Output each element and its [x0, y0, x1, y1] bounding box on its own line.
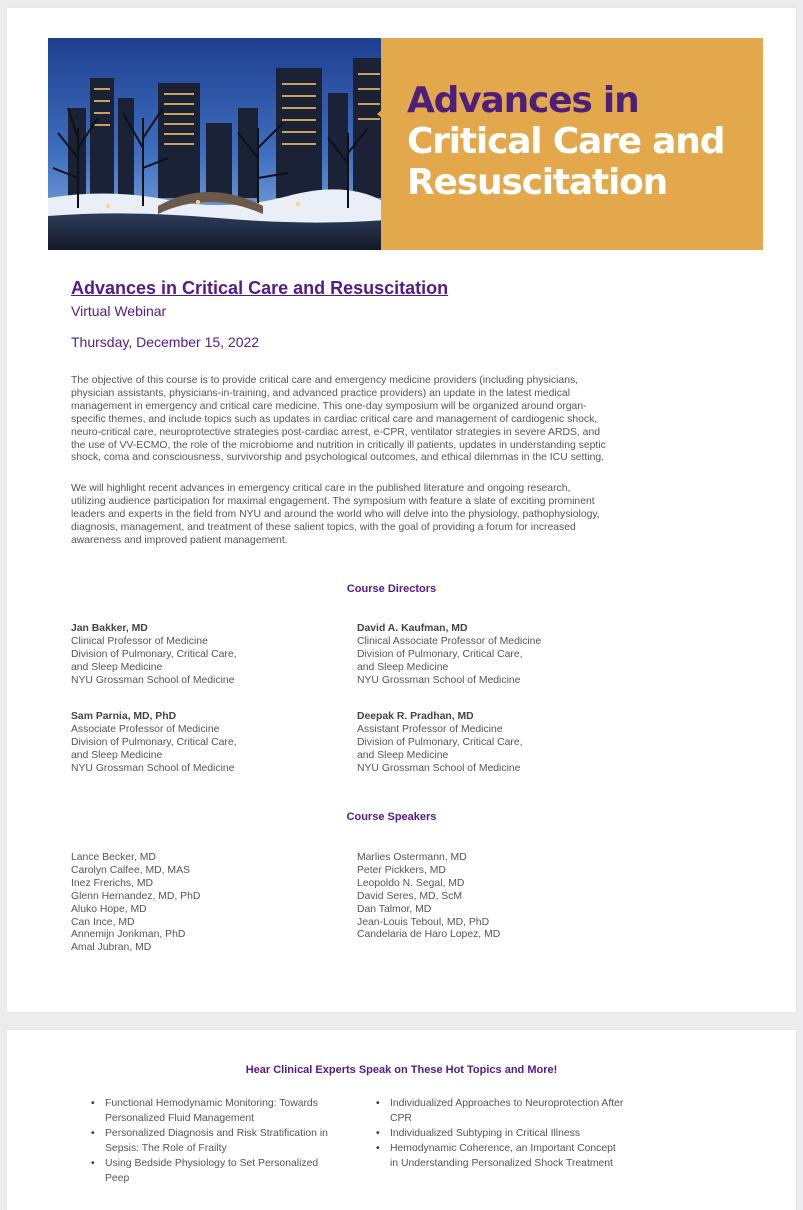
director-division: Division of Pulmonary, Critical Care,: [71, 736, 237, 748]
director-title: Assistant Professor of Medicine: [357, 723, 503, 735]
director-entry: [357, 711, 607, 776]
director-entry: [71, 623, 321, 688]
director-name: Sam Parnia, MD, PhD: [71, 711, 177, 722]
speaker-name: David Seres, MD, ScM: [357, 890, 463, 902]
event-title-link[interactable]: Advances in Critical Care and Resuscitation: [71, 278, 449, 298]
director-division-cont: and Sleep Medicine: [71, 749, 163, 761]
director-entry: [357, 623, 607, 688]
speaker-name: Dan Talmor, MD: [357, 903, 432, 915]
hot-topics-card: [7, 1030, 796, 1210]
topic-item: • Personalized Diagnosis and Risk Stratification in Sepsis: The Role of Frailty: [91, 1126, 331, 1156]
banner-gold-panel: [381, 38, 763, 250]
speaker-name: Marlies Ostermann, MD: [357, 852, 467, 863]
director-school: NYU Grossman School of Medicine: [71, 762, 235, 774]
banner-notch: [377, 92, 403, 136]
event-format: Virtual Webinar: [71, 303, 167, 319]
course-speakers-heading: Course Speakers: [346, 811, 437, 823]
director-title: Associate Professor of Medicine: [71, 723, 220, 735]
speaker-name: Carolyn Calfee, MD, MAS: [71, 864, 190, 876]
director-division: Division of Pulmonary, Critical Care,: [357, 736, 523, 748]
director-name: Jan Bakker, MD: [71, 623, 148, 634]
topic-item: • Individualized Approaches to Neuroprotection After CPR: [376, 1096, 626, 1126]
speakers-list-right: [357, 852, 500, 942]
director-division-cont: and Sleep Medicine: [357, 661, 449, 673]
topic-item: • Hemodynamic Coherence, an Important Concept in Understanding Personalized Shock Treatment: [376, 1141, 626, 1171]
speaker-name: Jean-Louis Teboul, MD, PhD: [357, 916, 490, 928]
director-school: NYU Grossman School of Medicine: [71, 674, 235, 686]
director-school: NYU Grossman School of Medicine: [357, 762, 521, 774]
course-banner: [48, 38, 763, 250]
director-entry: [71, 711, 321, 776]
director-division: Division of Pulmonary, Critical Care,: [71, 648, 237, 660]
topic-item: • Individualized Subtyping in Critical Illness: [376, 1126, 626, 1141]
speaker-name: Inez Frerichs, MD: [71, 877, 153, 889]
topic-item: • Using Bedside Physiology to Set Personalized Peep: [91, 1156, 331, 1186]
director-division-cont: and Sleep Medicine: [71, 661, 163, 673]
director-title: Clinical Associate Professor of Medicine: [357, 635, 542, 647]
speaker-name: Candelaria de Haro Lopez, MD: [357, 929, 501, 941]
speaker-name: Peter Pickkers, MD: [357, 864, 446, 876]
speaker-name: Can Ince, MD: [71, 916, 135, 928]
director-division: Division of Pulmonary, Critical Care,: [357, 648, 523, 660]
topics-list-left: [91, 1096, 331, 1186]
speaker-name: Aluko Hope, MD: [71, 903, 147, 915]
topics-list-right: [376, 1096, 626, 1171]
speakers-list-left: [71, 852, 200, 955]
speaker-name: Glenn Hernandez, MD, PhD: [71, 890, 201, 902]
speaker-name: Annemijn Jonkman, PhD: [71, 929, 186, 941]
director-title: Clinical Professor of Medicine: [71, 635, 208, 647]
description-paragraph-1: The objective of this course is to provide critical care and emergency medicine providers (including physicians, physician assistants, physicians-in-training, and advanced practice providers) an update in the latest medical management in emergency and critical care medicine. This one-day symposium will be organized around organ-specific themes, and include topics such as updates in cardiac critical care and management of cardiogenic shock, neuro-critical care, neuroprotective strategies post-cardiac arrest, e-CPR, ventilator strategies in severe ARDS, and the use of VV-ECMO, the role of the microbiome and nutrition in critically ill patients, updates in understanding septic shock, coma and consciousness, survivorship and psychological outcomes, and ethical dilemmas in the ICU setting.: [71, 375, 606, 464]
banner-title: [407, 80, 757, 203]
banner-title-line3: Resuscitation: [407, 162, 668, 203]
event-date: Thursday, December 15, 2022: [71, 334, 260, 350]
director-name: David A. Kaufman, MD: [357, 623, 468, 634]
speaker-name: Leopoldo N. Segal, MD: [357, 877, 465, 889]
speaker-name: Lance Becker, MD: [71, 852, 156, 863]
director-name: Deepak R. Pradhan, MD: [357, 711, 474, 722]
central-park-winter-image: [48, 38, 386, 250]
topic-item: • Functional Hemodynamic Monitoring: Towards Personalized Fluid Management: [91, 1096, 331, 1126]
description-paragraph-2: We will highlight recent advances in emergency critical care in the published literature and ongoing research, utilizing audience participation for maximal engagement. The symposium with feature a slate of exciting prominent leaders and experts in the field from NYU and around the world who will delve into the physiology, pathophysiology, diagnosis, management, and treatment of these salient topics, with the goal of providing a forum for increased awareness and improved patient management.: [71, 483, 600, 546]
speaker-name: Amal Jubran, MD: [71, 942, 152, 954]
course-directors-heading: Course Directors: [346, 583, 437, 595]
banner-title-line2: Critical Care and: [407, 121, 725, 162]
director-division-cont: and Sleep Medicine: [357, 749, 449, 761]
course-info-card: [7, 8, 796, 1012]
banner-title-line1: Advances in: [407, 80, 639, 121]
director-school: NYU Grossman School of Medicine: [357, 674, 521, 686]
skyline-photo-illustration: [48, 38, 386, 250]
hot-topics-heading: Hear Clinical Experts Speak on These Hot Topics and More!: [245, 1064, 558, 1076]
